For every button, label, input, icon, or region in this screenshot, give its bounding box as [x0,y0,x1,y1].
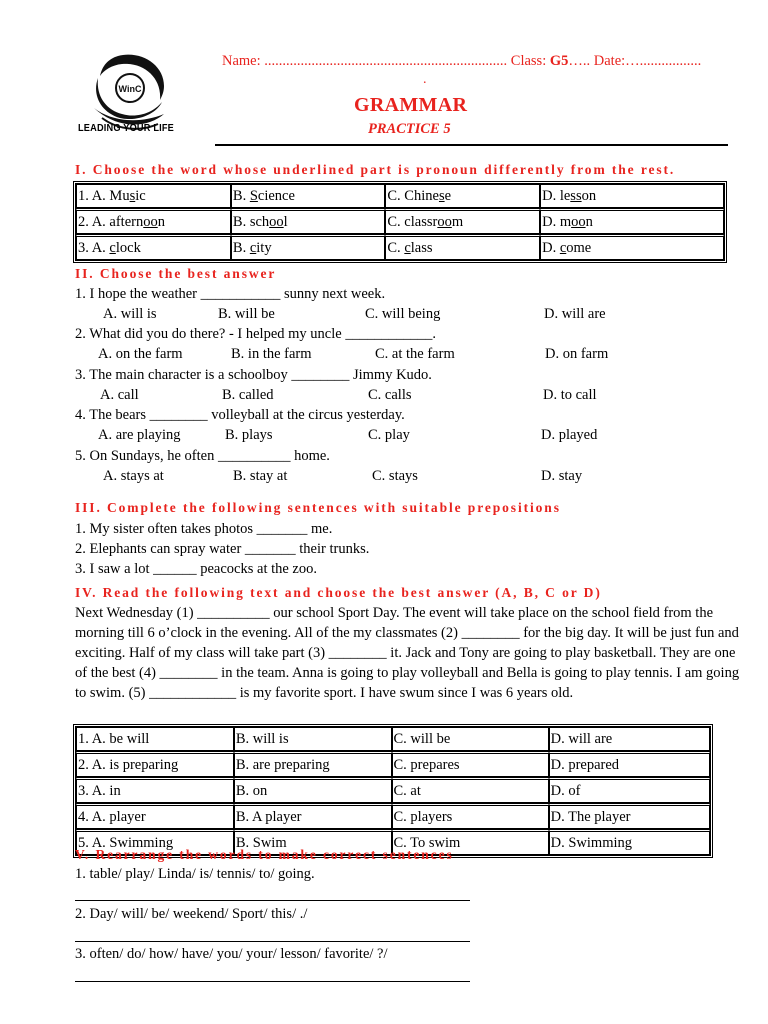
option-cell[interactable]: C. prepares [392,751,549,777]
word-part: B. sch [232,213,270,230]
answer-option-b[interactable]: B. in the farm [231,346,312,363]
question-text: 1. I hope the weather ___________ sunny next week. [75,286,386,302]
option-cell[interactable]: D. of [549,777,710,803]
word-part: D. le [542,187,571,204]
section-4-row [76,803,710,829]
option-cell[interactable]: 4. A. player [76,803,234,829]
answer-option-a[interactable]: A. will is [103,306,157,322]
answer-option-b[interactable]: B. stay at [233,467,288,484]
underlined-part: oo [143,213,158,230]
answer-option-c[interactable]: C. calls [368,386,412,403]
underlined-part: oo [437,213,452,230]
date-field[interactable]: ….. Date:…................. [568,53,702,69]
option-cell[interactable] [231,184,385,208]
option-cell[interactable] [76,208,231,234]
section-3-item-3: 3. I saw a lot ______ peacocks at the zoo. [75,561,317,577]
word-part: ity [256,239,272,256]
question-text: 4. The bears ________ volleyball at the circus yesterday. [75,407,405,424]
answer-option-a[interactable]: A. are playing [98,427,181,444]
option-cell[interactable] [76,184,231,208]
name-label: Name: [222,53,265,69]
word-part: l [283,213,288,230]
answer-option-d[interactable]: D. on farm [545,346,609,363]
option-cell[interactable]: D. will are [549,727,710,751]
option-cell[interactable] [385,208,540,234]
logo-tagline: LEADING YOUR LIFE [78,123,174,134]
section-5-item-1: 1. table/ play/ Linda/ is/ tennis/ to/ going. [75,866,315,882]
section-3-item-1: 1. My sister often takes photos _______ me. [75,521,333,537]
answer-option-b[interactable]: B. will be [218,306,275,322]
answer-line-3[interactable] [75,981,470,982]
option-cell[interactable] [540,208,724,234]
word-part: n [585,213,593,230]
section-4-table [73,724,713,858]
word-part: C. [387,239,405,256]
option-cell[interactable]: B. on [234,777,392,803]
section-4-row [76,727,710,751]
word-part: B. [232,187,250,204]
section-4-heading: IV. Read the following text and choose the best answer (A, B, C or D) [75,585,602,600]
word-part: e [444,187,452,204]
answer-option-c[interactable]: C. will being [365,306,441,322]
underlined-part: c [249,239,257,256]
word-part: 3. A. [78,239,110,256]
section-1-heading: I. Choose the word whose underlined part is pronoun differently from the rest. [75,162,676,177]
option-cell[interactable]: B. will is [234,727,392,751]
word-part: cience [257,187,295,204]
underlined-part: c [404,239,411,256]
word-part: lass [410,239,433,256]
option-cell[interactable]: B. A player [234,803,392,829]
page-title: GRAMMAR [354,94,468,116]
underlined-part: c [559,239,567,256]
logo-text: WinC [118,84,142,94]
option-cell[interactable]: 2. A. is preparing [76,751,234,777]
underlined-part: S [249,187,258,204]
underlined-part: oo [269,213,284,230]
header-divider [215,144,728,146]
class-value: G5 [549,53,569,69]
word-part: 2. A. aftern [78,213,144,230]
option-cell[interactable] [76,234,231,260]
word-part: C. Chine [387,187,439,204]
section-1-row [76,208,724,234]
section-3-heading: III. Complete the following sentences with suitable prepositions [75,500,561,515]
option-cell[interactable] [540,234,724,260]
option-cell[interactable]: 5. A. Swimming [76,829,234,855]
name-field[interactable]: ................................................................... [264,53,508,69]
class-label: Class: [507,53,550,69]
section-2-heading: II. Choose the best answer [75,266,277,281]
option-cell[interactable] [540,184,724,208]
word-part: ic [135,187,146,204]
answer-option-d[interactable]: D. stay [541,467,583,484]
word-part: D. m [542,213,572,230]
answer-option-d[interactable]: D. to call [543,386,597,403]
word-part: D. [542,239,560,256]
answer-option-d[interactable]: D. will are [544,306,606,322]
section-5-heading: V. Rearrange the words to make correct sentences [75,847,454,862]
option-cell[interactable]: C. will be [392,727,549,751]
option-cell[interactable] [231,234,385,260]
answer-option-c[interactable]: C. play [368,427,410,444]
section-3-item-2: 2. Elephants can spray water _______ their trunks. [75,541,370,557]
option-cell[interactable]: C. To swim [392,829,549,855]
option-cell[interactable] [231,208,385,234]
word-part: lock [115,239,141,256]
section-4-passage: Next Wednesday (1) __________ our school Sport Day. The event will take place on the school field from the morning till 6 o’clock in the evening. All of the my classmates (2) ________ for the big day. It will be just fun and exciting. Half of my class will take part (3) ________ it. Jack and Tony are going to play basketball. They are one of the best (4) ________ in the team. Anna is going to play volleyball and Bella is going to play tennis. I am going to swim. (5) ____________ is my favorite sport. I have swum since I was 6 years old. [75,605,740,701]
answer-option-c[interactable]: C. at the farm [375,346,455,363]
option-cell[interactable]: D. Swimming [549,829,710,855]
section-4-row [76,777,710,803]
section-1-row [76,234,724,260]
answer-option-d[interactable]: D. played [541,427,598,444]
student-info-line [222,53,701,70]
answer-option-a[interactable]: A. call [100,386,139,403]
option-cell[interactable]: C. players [392,803,549,829]
underlined-part: ss [570,187,582,204]
option-cell[interactable]: 1. A. be will [76,727,234,751]
option-cell[interactable]: B. Swim [234,829,392,855]
word-part: 1. A. Mu [78,187,130,204]
answer-option-c[interactable]: C. stays [372,467,418,484]
option-cell[interactable]: B. are preparing [234,751,392,777]
word-part: m [451,213,464,230]
question-text: 2. What did you do there? - I helped my uncle ____________. [75,326,436,343]
section-5-item-3: 3. often/ do/ how/ have/ you/ your/ lesson/ favorite/ ?/ [75,946,388,962]
underlined-part: s [129,187,136,204]
answer-option-a[interactable]: A. stays at [103,467,164,484]
question-text: 5. On Sundays, he often __________ home. [75,447,330,464]
word-part: n [157,213,165,230]
section-5-item-2: 2. Day/ will/ be/ weekend/ Sport/ this/ ./ [75,906,308,922]
option-cell[interactable]: D. The player [549,803,710,829]
header-trailing-dot: . [423,72,427,87]
option-cell[interactable] [385,184,540,208]
word-part: B. [232,239,250,256]
page-subtitle: PRACTICE 5 [368,121,451,137]
underlined-part: s [438,187,445,204]
answer-line-2[interactable] [75,941,470,942]
word-part: on [581,187,597,204]
answer-option-b[interactable]: B. plays [225,427,273,444]
underlined-part: c [109,239,116,256]
section-1-table [73,181,727,263]
answer-option-a[interactable]: A. on the farm [98,346,183,363]
answer-option-b[interactable]: B. called [222,386,274,403]
option-cell[interactable] [385,234,540,260]
question-text: 3. The main character is a schoolboy ________ Jimmy Kudo. [75,366,432,383]
answer-line-1[interactable] [75,900,470,901]
word-part: C. classr [387,213,438,230]
underlined-part: oo [571,213,586,230]
option-cell[interactable]: 3. A. in [76,777,234,803]
section-1-row [76,184,724,208]
option-cell[interactable]: C. at [392,777,549,803]
section-4-row [76,751,710,777]
option-cell[interactable]: D. prepared [549,751,710,777]
word-part: ome [566,239,592,256]
